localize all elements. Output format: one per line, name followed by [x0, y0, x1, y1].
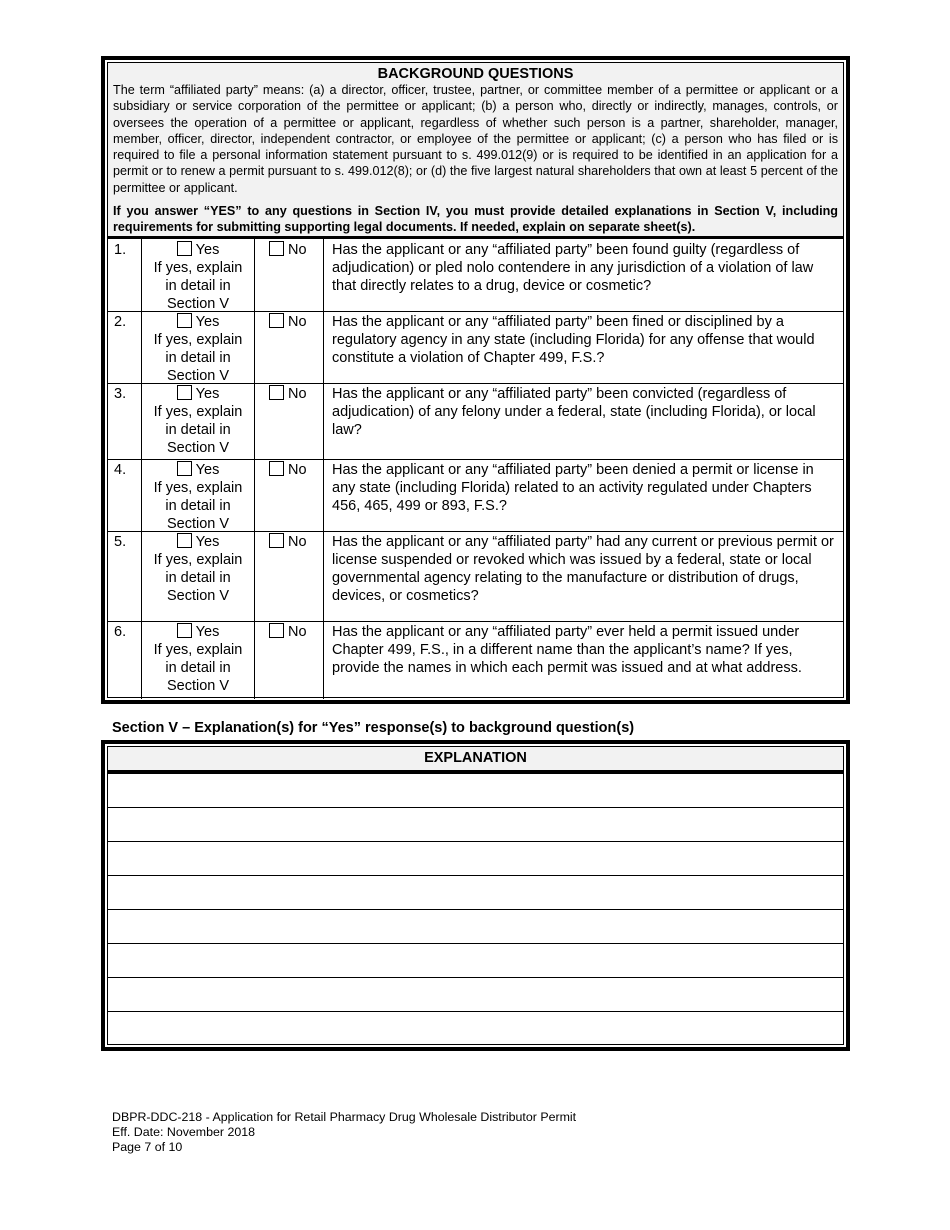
- question-number: 3.: [108, 383, 142, 459]
- yes-checkbox[interactable]: [177, 623, 192, 638]
- question-text: Has the applicant or any “affiliated party” been fined or disciplined by a regulatory agency in any state (including Florida) for any offense that would constitute a violation of Chapter 499, F.S.?: [332, 314, 815, 366]
- question-row-1: [108, 239, 843, 312]
- yes-label: Yes: [195, 624, 220, 640]
- yes-explain-line: Section V: [166, 296, 230, 312]
- no-checkbox[interactable]: [269, 533, 284, 548]
- no-label: No: [288, 242, 307, 258]
- question-row-2: [108, 311, 843, 384]
- question-number: 2.: [108, 311, 142, 383]
- yes-explain-line: Section V: [166, 516, 230, 532]
- question-text: Has the applicant or any “affiliated party” been denied a permit or license in any state (including Florida) related to an activity regulated under Chapters 456, 465, 499 or 893, F.S.?: [332, 462, 814, 514]
- question-row-5: [108, 531, 843, 622]
- background-questions-title: BACKGROUND QUESTIONS: [377, 66, 574, 82]
- page-footer: [112, 1110, 576, 1155]
- yes-cell: [142, 383, 255, 459]
- explanation-line-7[interactable]: [108, 978, 843, 1012]
- no-checkbox[interactable]: [269, 461, 284, 476]
- explanation-lines: [108, 774, 843, 1044]
- no-label: No: [288, 534, 307, 550]
- question-row-6: [108, 621, 843, 699]
- background-questions-header: [108, 63, 843, 239]
- yes-label: Yes: [195, 386, 220, 402]
- yes-label: Yes: [195, 534, 220, 550]
- yes-explain-line: in detail in: [165, 422, 231, 438]
- yes-checkbox[interactable]: [177, 313, 192, 328]
- yes-label: Yes: [195, 242, 220, 258]
- question-number: 1.: [108, 239, 142, 311]
- form-title: DBPR-DDC-218 - Application for Retail Pharmacy Drug Wholesale Distributor Permit: [112, 1110, 577, 1124]
- explanation-line-8[interactable]: [108, 1012, 843, 1046]
- yes-explain-line: in detail in: [165, 570, 231, 586]
- yes-explain-line: If yes, explain: [153, 260, 243, 276]
- no-cell: [255, 239, 324, 311]
- explanation-line-2[interactable]: [108, 808, 843, 842]
- yes-cell: [142, 311, 255, 383]
- no-label: No: [288, 314, 307, 330]
- yes-explain-line: in detail in: [165, 660, 231, 676]
- yes-explain-line: in detail in: [165, 278, 231, 294]
- questions-table: [108, 239, 843, 697]
- yes-checkbox[interactable]: [177, 461, 192, 476]
- yes-cell: [142, 621, 255, 699]
- yes-explain-line: in detail in: [165, 350, 231, 366]
- section-v-title: Section V – Explanation(s) for “Yes” response(s) to background question(s): [112, 720, 635, 736]
- question-text: Has the applicant or any “affiliated party” been found guilty (regardless of adjudication) or pled nolo contendere in any jurisdiction of a violation of law that directly relates to a drug, device or cosmetic?: [332, 242, 814, 294]
- no-checkbox[interactable]: [269, 313, 284, 328]
- no-label: No: [288, 624, 307, 640]
- question-row-3: [108, 383, 843, 460]
- no-checkbox[interactable]: [269, 241, 284, 256]
- yes-explain-line: If yes, explain: [153, 332, 243, 348]
- yes-label: Yes: [195, 462, 220, 478]
- no-label: No: [288, 462, 307, 478]
- yes-checkbox[interactable]: [177, 241, 192, 256]
- yes-explain-line: If yes, explain: [153, 404, 243, 420]
- question-text: Has the applicant or any “affiliated party” been convicted (regardless of adjudication) of any felony under a federal, state (including Florida), or local law?: [332, 386, 816, 438]
- yes-cell: [142, 459, 255, 531]
- question-number: 6.: [108, 621, 142, 699]
- question-text: Has the applicant or any “affiliated party” ever held a permit issued under Chapter 499, F.S., in a different name than the applicant’s name? If yes, provide the names in which each permit was issued and at what address.: [332, 624, 802, 676]
- yes-explain-line: Section V: [166, 440, 230, 456]
- no-cell: [255, 531, 324, 621]
- background-questions-box: [101, 56, 850, 704]
- no-label: No: [288, 386, 307, 402]
- no-cell: [255, 621, 324, 699]
- yes-cell: [142, 239, 255, 311]
- yes-explain-line: Section V: [166, 678, 230, 694]
- yes-explain-line: Section V: [166, 368, 230, 384]
- yes-checkbox[interactable]: [177, 533, 192, 548]
- yes-explain-line: Section V: [166, 588, 230, 604]
- yes-label: Yes: [195, 314, 220, 330]
- yes-cell: [142, 531, 255, 621]
- yes-explain-line: If yes, explain: [153, 642, 243, 658]
- explanation-header: EXPLANATION: [108, 747, 843, 774]
- yes-explain-line: If yes, explain: [153, 480, 243, 496]
- explanation-box: [101, 740, 850, 1051]
- explanation-line-5[interactable]: [108, 910, 843, 944]
- no-cell: [255, 459, 324, 531]
- no-checkbox[interactable]: [269, 385, 284, 400]
- yes-answer-instruction: If you answer “YES” to any questions in Section IV, you must provide detailed explanations in Section V, including requirements for submitting supporting legal documents. If needed, explain on separate sheet(s).: [113, 204, 838, 235]
- yes-explain-line: If yes, explain: [153, 552, 243, 568]
- yes-explain-line: in detail in: [165, 498, 231, 514]
- explanation-line-4[interactable]: [108, 876, 843, 910]
- explanation-line-6[interactable]: [108, 944, 843, 978]
- question-text: Has the applicant or any “affiliated party” had any current or previous permit or license suspended or revoked which was issued by a federal, state or local governmental agency relating to the manufacture or distribution of drugs, devices, or cosmetics?: [332, 534, 834, 604]
- effective-date: Eff. Date: November 2018: [112, 1125, 256, 1139]
- question-number: 4.: [108, 459, 142, 531]
- no-checkbox[interactable]: [269, 623, 284, 638]
- question-row-4: [108, 459, 843, 532]
- affiliated-party-definition: The term “affiliated party” means: (a) a director, officer, trustee, partner, or committee member of a permittee or applicant or a subsidiary or service corporation of the permittee or applicant; (b) a person who, directly or indirectly, manages, controls, or oversees the operation of a permittee or applicant, regardless of whether such person is a partner, shareholder, manager, member, officer, director, independent contractor, or employee of the permittee or applicant; (c) a person who has filed or is required to file a personal information statement pursuant to s. 499.012(9) or is required to be identified in an application for a permit or to renew a permit pursuant to s. 499.012(8); or (d) the five largest natural shareholders that own at least 5 percent of the permittee or applicant.: [113, 83, 838, 195]
- explanation-line-1[interactable]: [108, 774, 843, 808]
- explanation-line-3[interactable]: [108, 842, 843, 876]
- no-cell: [255, 311, 324, 383]
- yes-checkbox[interactable]: [177, 385, 192, 400]
- question-number: 5.: [108, 531, 142, 621]
- no-cell: [255, 383, 324, 459]
- page-number: Page 7 of 10: [112, 1140, 183, 1154]
